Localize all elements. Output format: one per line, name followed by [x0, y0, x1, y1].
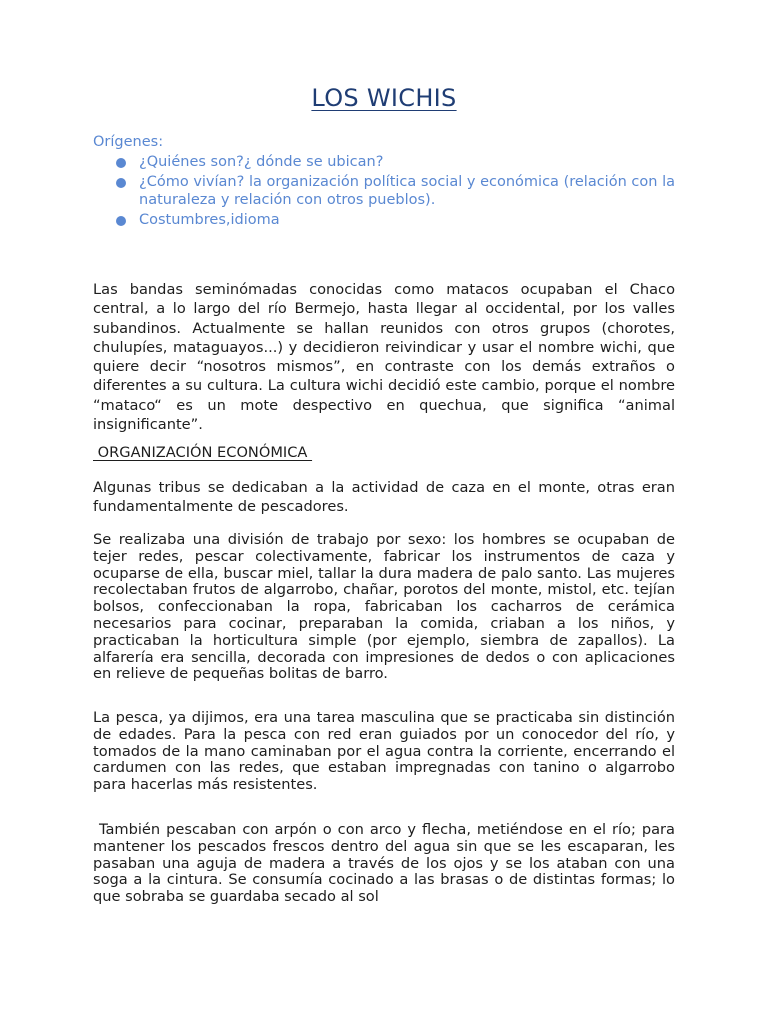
paragraph-fishing-tools: También pescaban con arpón o con arco y flecha, metiéndose en el río; para mantener los pescados frescos dentro del agua sin que se les escaparan, les pasaban una aguja de madera a través de los ojos y se los ataban con una soga a la cintura. Se consumía cocinado a las brasas o de distintas formas; lo que sobraba se guardaba secado al sol — [93, 821, 680, 906]
bullet-icon — [116, 178, 126, 188]
bullet-icon — [116, 158, 126, 168]
list-item — [116, 153, 675, 171]
paragraph-fishing: La pesca, ya dijimos, era una tarea masculina que se practicaba sin distinción de edades. Para la pesca con red eran guiados por un conocedor del río, y tomados de la mano caminaban por el agua contra la corriente, encerrando el cardumen con las redes, que estaban impregnadas con tanino o algarrobo para hacerlas más resistentes. — [93, 709, 675, 794]
list-item-text: ¿Cómo vivían? la organización política social y económica (relación con la naturaleza y relación con otros pueblos). — [139, 174, 675, 208]
paragraph-division-of-labor: Se realizaba una división de trabajo por sexo: los hombres se ocupaban de tejer redes, pescar colectivamente, fabricar los instrumentos de caza y ocuparse de ella, buscar miel, tallar la dura madera de palo santo. Las mujeres recolectaban frutos de algarrobo, chañar, porotos del monte, mistol, etc. tejían bolsos, confeccionaban la ropa, fabricaban los cacharros de cerámica necesarios para cocinar, preparaban la comida, criaban a los niños, y practicaban la horticultura simple (por ejemplo, siembra de zapallos). La alfarería era sencilla, decorada con impresiones de dedos o con aplicaciones en relieve de pequeñas bolitas de barro. — [93, 531, 675, 683]
paragraph-tribes: Algunas tribus se dedicaban a la actividad de caza en el monte, otras eran fundamentalmente de pescadores. — [93, 479, 675, 516]
section-heading: ORGANIZACIÓN ECONÓMICA — [93, 444, 313, 461]
bullet-icon — [116, 216, 126, 226]
page-title: LOS WICHIS — [311, 84, 457, 112]
list-item — [116, 211, 675, 229]
list-item-text: Costumbres,idioma — [139, 212, 280, 228]
paragraph-wichi-intro: Las bandas seminómadas conocidas como matacos ocupaban el Chaco central, a lo largo del río Bermejo, hasta llegar al occidental, por los valles subandinos. Actualmente se hallan reunidos con otros grupos (chorotes, chulupíes, mataguayos...) y decidieron reivindicar y usar el nombre wichi, que quiere decir “nosotros mismos”, en contraste con los demás extraños o diferentes a su cultura. La cultura wichi decidió este cambio, porque el nombre “mataco“ es un mote despectivo en quechua, que significa “animal insignificante”. — [93, 281, 675, 434]
list-item-text: ¿Quiénes son?¿ dónde se ubican? — [139, 154, 384, 170]
origins-label: Orígenes: — [93, 134, 164, 150]
origins-list — [116, 153, 675, 231]
list-item — [116, 173, 675, 209]
